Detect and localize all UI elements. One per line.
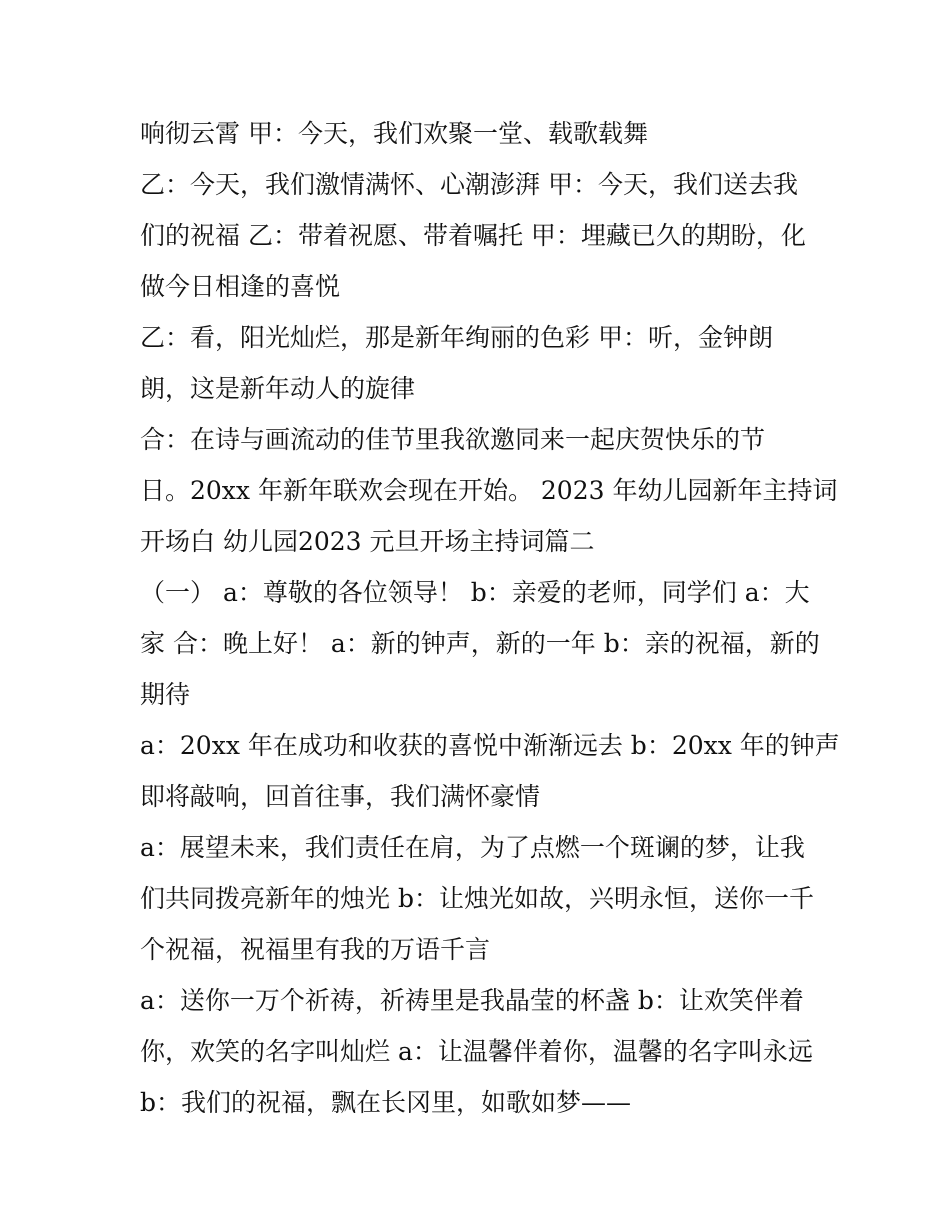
text-line: 们的祝福 乙：带着祝愿、带着嘱托 甲：埋藏已久的期盼，化 <box>140 221 806 250</box>
text-line: b：我们的祝福，飘在长冈里，如歌如梦—— <box>140 1088 632 1117</box>
text-line: 期待 <box>140 680 191 709</box>
text-line: 家 合：晚上好！ a：新的钟声，新的一年 b：亲的祝福，新的 <box>140 629 820 658</box>
text-line: 乙：看，阳光灿烂，那是新年绚丽的色彩 甲：听，金钟朗 <box>140 323 773 352</box>
text-line: 日。20xx 年新年联欢会现在开始。 2023 年幼儿园新年主持词 <box>140 476 838 505</box>
text-line: （一） a：尊敬的各位领导！ b：亲爱的老师，同学们 a：大 <box>140 578 810 607</box>
text-line: 个祝福，祝福里有我的万语千言 <box>140 935 491 964</box>
text-line: 开场白 幼儿园2023 元旦开场主持词篇二 <box>140 527 595 556</box>
text-line: 即将敲响，回首往事，我们满怀豪情 <box>140 782 541 811</box>
text-line: 响彻云霄 甲：今天，我们欢聚一堂、载歌载舞 <box>140 119 648 148</box>
text-line: 合：在诗与画流动的佳节里我欲邀同来一起庆贺快乐的节 <box>140 425 766 454</box>
text-line: a：20xx 年在成功和收获的喜悦中渐渐远去 b：20xx 年的钟声 <box>140 731 840 760</box>
document-body <box>140 108 840 1128</box>
text-line: a：送你一万个祈祷，祈祷里是我晶莹的杯盏 b：让欢笑伴着 <box>140 986 804 1015</box>
text-line: 朗，这是新年动人的旋律 <box>140 374 416 403</box>
text-line: a：展望未来，我们责任在肩，为了点燃一个斑谰的梦，让我 <box>140 833 805 862</box>
text-line: 们共同拨亮新年的烛光 b：让烛光如故，兴明永恒，送你一千 <box>140 884 814 913</box>
text-line: 乙：今天，我们激情满怀、心潮澎湃 甲：今天，我们送去我 <box>140 170 798 199</box>
text-line: 做今日相逢的喜悦 <box>140 272 341 301</box>
text-line: 你，欢笑的名字叫灿烂 a：让温馨伴着你，温馨的名字叫永远 <box>140 1037 813 1066</box>
